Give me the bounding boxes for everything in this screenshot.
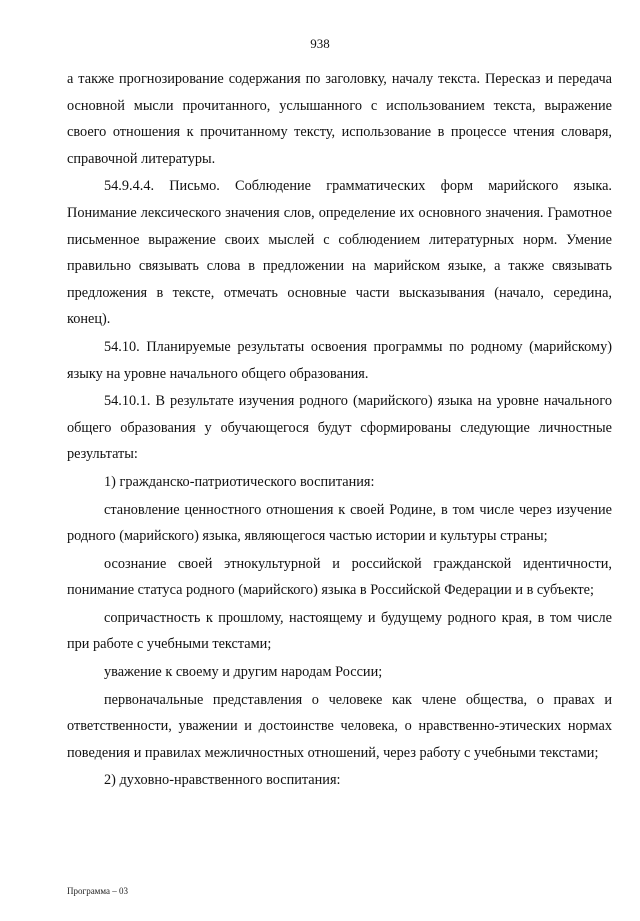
paragraph-reading-continuation: а также прогнозирование содержания по заголовку, началу текста. Пересказ и передача основной мысли прочитанного, услышанного с использованием текста, выражение своего отношения к прочитанному тексту, использование в процессе чтения словаря, справочной литературы.	[67, 71, 612, 167]
paragraph-personal-results-intro: 54.10.1. В результате изучения родного (марийского) языка на уровне начального общего образования у обучающегося будут сформированы следующие личностные результаты:	[67, 393, 612, 463]
paragraph-planned-results: 54.10. Планируемые результаты освоения программы по родному (марийскому) языку на уровне начального общего образования.	[67, 338, 612, 382]
paragraph-writing-section: 54.9.4.4. Письмо. Соблюдение грамматических форм марийского языка. Понимание лексического значения слов, определение их основного значения. Грамотное письменное выражение своих мыслей с соблюдением литературных норм. Умение правильно связывать слова в предложении на марийском языке, а также связывать предложения в тексте, отмечать основные части высказывания (начало, середина, конец).	[67, 178, 612, 328]
list-item: осознание своей этнокультурной и российской гражданской идентичности, понимание статуса родного (марийского) языка в Российской Федерации и в субъекте;	[67, 555, 612, 599]
heading-civic-patriotic: 1) гражданско-патриотического воспитания:	[104, 473, 375, 490]
list-item: уважение к своему и другим народам России;	[104, 664, 383, 681]
page-number: 938	[310, 36, 330, 51]
heading-spiritual-moral: 2) духовно-нравственного воспитания:	[104, 772, 341, 789]
document-body	[67, 66, 612, 795]
list-item: сопричастность к прошлому, настоящему и будущему родного края, в том числе при работе с учебными текстами;	[67, 609, 612, 653]
list-item: первоначальные представления о человеке как члене общества, о правах и ответственности, уважении и достоинстве человека, о нравственно-этических нормах поведения и правилах межличностных отношений, через работу с учебными текстами;	[67, 691, 612, 761]
page-footer: Программа – 03	[67, 886, 129, 896]
list-item: становление ценностного отношения к своей Родине, в том числе через изучение родного (марийского) языка, являющегося частью истории и культуры страны;	[67, 501, 612, 545]
